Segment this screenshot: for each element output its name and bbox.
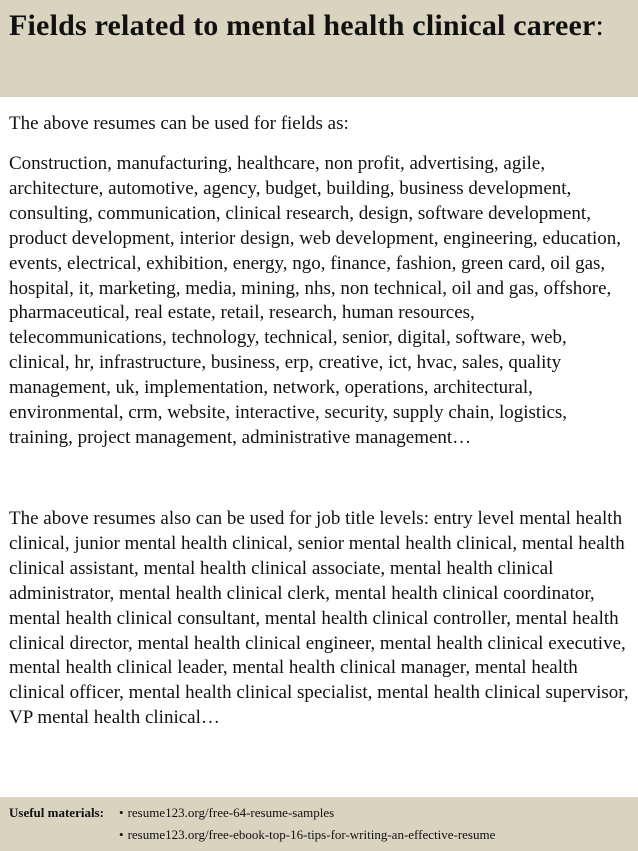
fields-list-paragraph: Construction, manufacturing, healthcare, non profit, advertising, agile, architecture, automotive, agency, budget, building, business development, consulting, communication, clinical research, design, software development, product development, interior design, web development, engineering, education, events, electrical, exhibition, energy, ngo, finance, fashion, green card, oil gas, hospital, it, marketing, media, mining, nhs, non technical, oil and gas, offshore, pharmaceutical, real estate, retail, research, human resources, telecommunications, technology, technical, senior, digital, software, web, clinical, hr, infrastructure, business, erp, creative, ict, hvac, sales, quality management, uk, implementation, network, operations, architectural, environmental, crm, website, interactive, security, supply chain, logistics, training, project management, administrative management… (9, 153, 622, 448)
page-title-main: Fields related to mental health clinical career (9, 9, 596, 42)
resource-link-resume-samples[interactable] (119, 805, 334, 821)
useful-materials-label: Useful materials: (9, 805, 104, 820)
bullet-icon: • (119, 827, 124, 842)
job-levels-paragraph: The above resumes also can be used for job title levels: entry level mental health clinical, junior mental health clinical, senior mental health clinical, mental health clinical assistant, mental health clinical associate, mental health clinical administrator, mental health clinical clerk, mental health clinical coordinator, mental health clinical consultant, mental health clinical controller, mental health clinical director, mental health clinical engineer, mental health clinical executive, mental health clinical leader, mental health clinical manager, mental health clinical officer, mental health clinical specialist, mental health clinical supervisor, VP mental health clinical… (9, 508, 629, 729)
page-title-colon: : (595, 9, 605, 42)
bullet-icon: • (119, 805, 124, 820)
page-title (9, 6, 629, 46)
resource-link-text: resume123.org/free-ebook-top-16-tips-for-writing-an-effective-resume (127, 827, 496, 842)
footer-band (0, 797, 638, 851)
resource-link-ebook-tips[interactable] (119, 827, 495, 843)
intro-text: The above resumes can be used for fields as: (9, 113, 349, 134)
resource-link-text: resume123.org/free-64-resume-samples (127, 805, 335, 820)
header-band (0, 0, 638, 97)
